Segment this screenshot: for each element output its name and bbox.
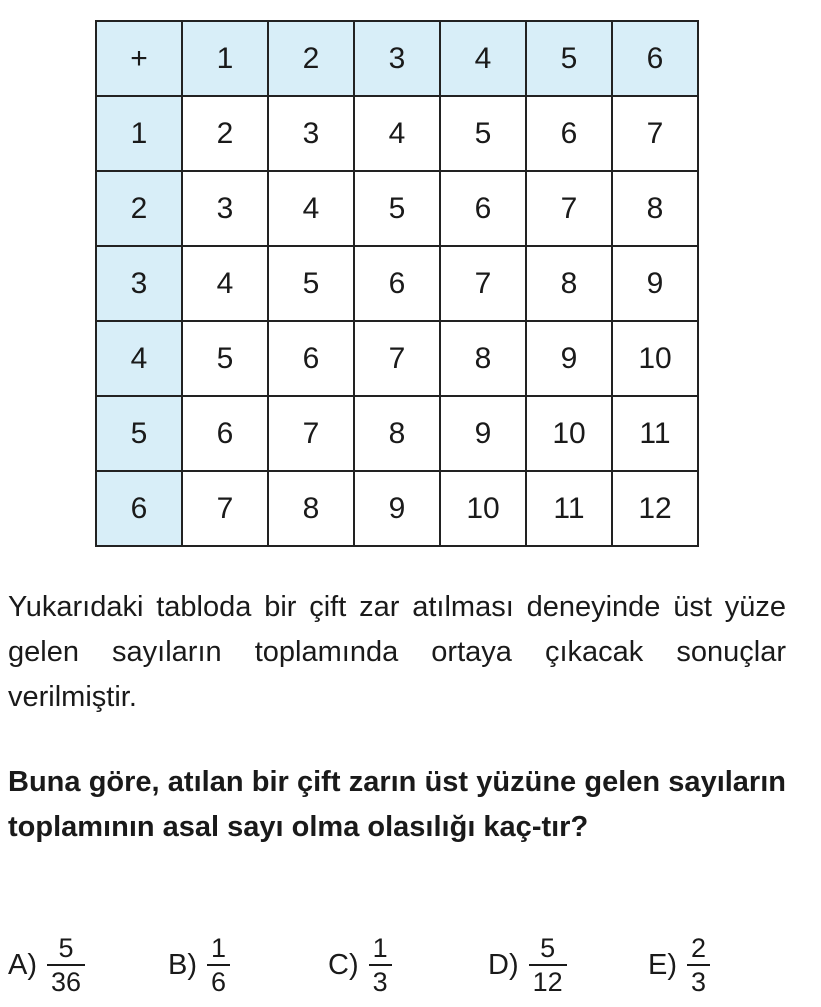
- table-cell: 7: [182, 471, 268, 546]
- choice-a[interactable]: [8, 930, 85, 1000]
- choice-fraction: [369, 933, 392, 997]
- table-cell: 5: [268, 246, 354, 321]
- choice-fraction: [529, 933, 567, 997]
- table-cell: 5: [182, 321, 268, 396]
- table-cell: 7: [526, 171, 612, 246]
- question-text: Buna göre, atılan bir çift zarın üst yüzüne gelen sayıların toplamının asal sayı olma olasılığı kaç-tır?: [8, 766, 786, 843]
- table-cell: 6: [182, 396, 268, 471]
- table-cell: 8: [354, 396, 440, 471]
- table-cell: 7: [440, 246, 526, 321]
- row-header-cell: 5: [96, 396, 182, 471]
- fraction-numerator: 2: [691, 933, 707, 963]
- choice-fraction: [47, 933, 85, 997]
- choice-letter: B): [168, 948, 197, 981]
- table-header-cell: 3: [354, 21, 440, 96]
- choice-e[interactable]: [648, 930, 710, 1000]
- table-row: [96, 246, 698, 321]
- table-row: [96, 396, 698, 471]
- choice-d[interactable]: [488, 930, 567, 1000]
- answer-choices: [0, 930, 821, 1000]
- table-header-cell: 2: [268, 21, 354, 96]
- table-header-cell: 1: [182, 21, 268, 96]
- table-cell: 6: [440, 171, 526, 246]
- fraction-denominator: 3: [369, 964, 392, 997]
- row-header-cell: 2: [96, 171, 182, 246]
- table-row: [96, 321, 698, 396]
- table-header-row: [96, 21, 698, 96]
- table-header-cell: +: [96, 21, 182, 96]
- table-cell: 8: [440, 321, 526, 396]
- addition-table: [95, 20, 699, 547]
- fraction-denominator: 36: [47, 964, 85, 997]
- table-cell: 5: [440, 96, 526, 171]
- table-cell: 9: [526, 321, 612, 396]
- fraction-denominator: 12: [529, 964, 567, 997]
- table-cell: 7: [268, 396, 354, 471]
- table-cell: 9: [612, 246, 698, 321]
- fraction-numerator: 5: [540, 933, 556, 963]
- table-cell: 10: [440, 471, 526, 546]
- table-cell: 4: [268, 171, 354, 246]
- table-cell: 7: [612, 96, 698, 171]
- table-cell: 8: [268, 471, 354, 546]
- row-header-cell: 6: [96, 471, 182, 546]
- choice-letter: A): [8, 948, 37, 981]
- choice-letter: C): [328, 948, 359, 981]
- fraction-denominator: 6: [207, 964, 230, 997]
- table-cell: 9: [354, 471, 440, 546]
- choice-c[interactable]: [328, 930, 392, 1000]
- problem-statement: Yukarıdaki tabloda bir çift zar atılması deneyinde üst yüze gelen sayıların toplamında ortaya çıkacak sonuçlar verilmiştir.: [8, 591, 786, 713]
- table-cell: 6: [526, 96, 612, 171]
- table-cell: 2: [182, 96, 268, 171]
- fraction-denominator: 3: [687, 964, 710, 997]
- table-cell: 4: [182, 246, 268, 321]
- table-cell: 5: [354, 171, 440, 246]
- table-header-cell: 5: [526, 21, 612, 96]
- table-cell: 6: [268, 321, 354, 396]
- table-cell: 11: [526, 471, 612, 546]
- table-cell: 7: [354, 321, 440, 396]
- table-row: [96, 96, 698, 171]
- table-cell: 12: [612, 471, 698, 546]
- choice-letter: D): [488, 948, 519, 981]
- table-cell: 3: [182, 171, 268, 246]
- table-cell: 8: [526, 246, 612, 321]
- table-cell: 9: [440, 396, 526, 471]
- table-cell: 10: [526, 396, 612, 471]
- row-header-cell: 3: [96, 246, 182, 321]
- table-row: [96, 171, 698, 246]
- choice-b[interactable]: [168, 930, 230, 1000]
- row-header-cell: 4: [96, 321, 182, 396]
- table-header-cell: 4: [440, 21, 526, 96]
- fraction-numerator: 1: [211, 933, 227, 963]
- table-row: [96, 471, 698, 546]
- table-cell: 6: [354, 246, 440, 321]
- choice-fraction: [687, 933, 710, 997]
- choice-fraction: [207, 933, 230, 997]
- choice-letter: E): [648, 948, 677, 981]
- table-cell: 10: [612, 321, 698, 396]
- table-cell: 3: [268, 96, 354, 171]
- fraction-numerator: 5: [58, 933, 74, 963]
- table-cell: 11: [612, 396, 698, 471]
- table-cell: 8: [612, 171, 698, 246]
- fraction-numerator: 1: [372, 933, 388, 963]
- table-cell: 4: [354, 96, 440, 171]
- table-header-cell: 6: [612, 21, 698, 96]
- row-header-cell: 1: [96, 96, 182, 171]
